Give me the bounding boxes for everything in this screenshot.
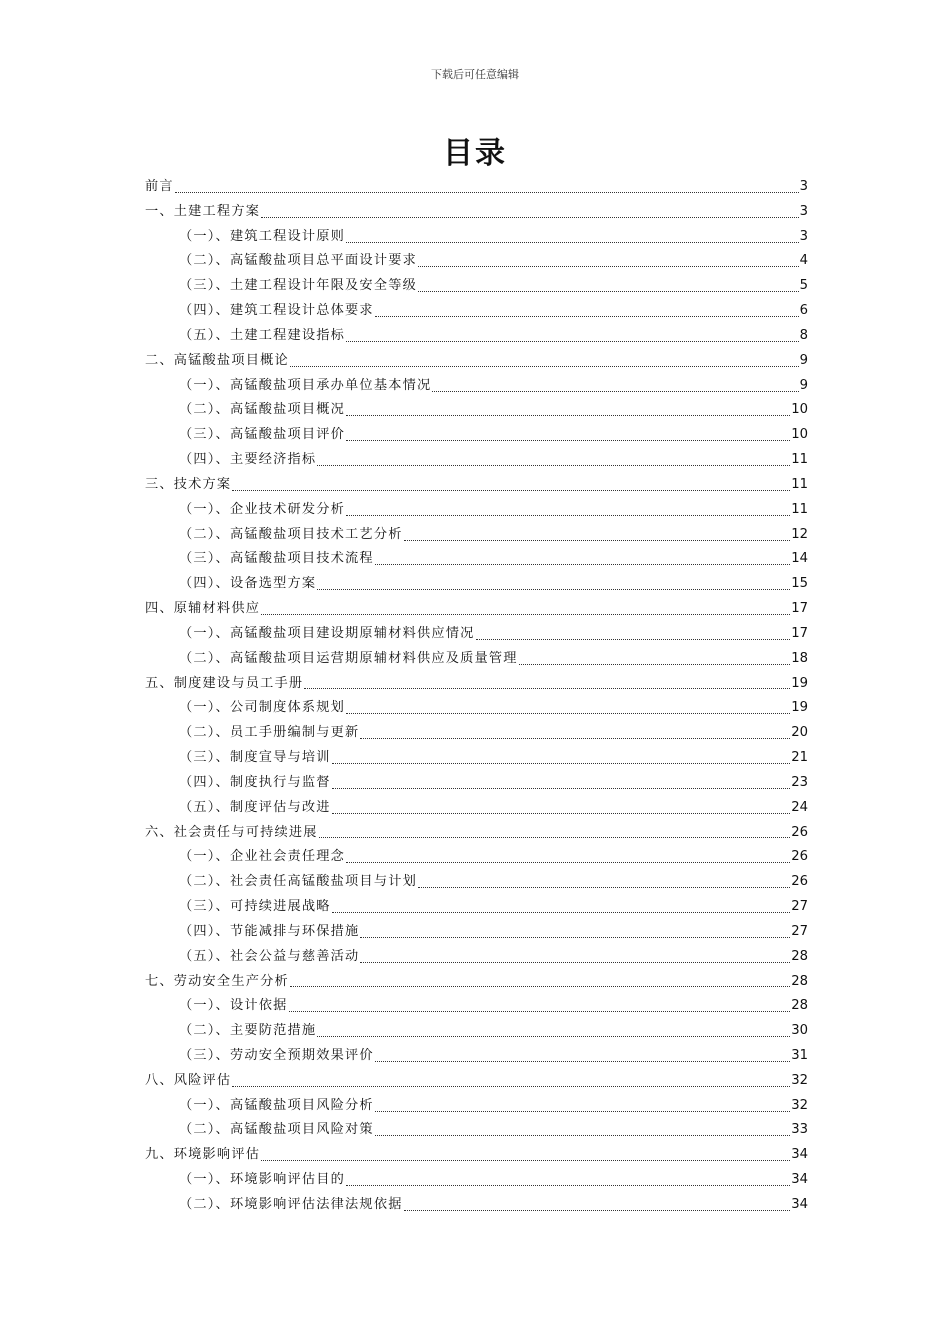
toc-entry[interactable] [145,1094,808,1119]
toc-entry[interactable] [145,1069,808,1094]
toc-entry[interactable] [145,225,808,250]
toc-entry-label: （三）、土建工程设计年限及安全等级 [179,278,417,294]
toc-leader-dots [418,266,799,267]
toc-entry-page-number: 34 [791,1147,808,1163]
toc-leader-dots [261,1160,790,1161]
toc-entry-label: 三、技术方案 [145,476,232,492]
toc-entry[interactable] [145,274,808,299]
toc-entry[interactable] [145,970,808,995]
toc-entry-label: （五）、制度评估与改进 [179,799,331,815]
toc-entry[interactable] [145,721,808,746]
toc-leader-dots [232,490,790,491]
toc-leader-dots [346,515,790,516]
toc-entry[interactable] [145,423,808,448]
toc-entry[interactable] [145,324,808,349]
toc-entry-label: （二）、员工手册编制与更新 [179,725,360,741]
toc-entry-page-number: 17 [791,625,808,641]
toc-leader-dots [360,937,790,938]
toc-entry-label: 四、原辅材料供应 [145,601,261,617]
toc-entry[interactable] [145,796,808,821]
toc-leader-dots [375,1061,790,1062]
toc-entry-page-number: 30 [791,1023,808,1039]
toc-leader-dots [232,1086,790,1087]
toc-entry-label: （三）、高锰酸盐项目技术流程 [179,551,374,567]
toc-entry-page-number: 28 [791,973,808,989]
toc-entry[interactable] [145,523,808,548]
toc-entry[interactable] [145,498,808,523]
toc-entry-page-number: 3 [799,179,808,194]
toc-entry-page-number: 20 [791,725,808,741]
toc-entry-page-number: 11 [791,501,808,517]
toc-entry[interactable] [145,547,808,572]
toc-entry[interactable] [145,349,808,374]
toc-leader-dots [317,589,790,590]
toc-leader-dots [418,291,799,292]
toc-leader-dots [375,1135,790,1136]
toc-leader-dots [375,564,790,565]
toc-entry-label: （三）、可持续进展战略 [179,899,331,915]
toc-entry-label: （一）、高锰酸盐项目承办单位基本情况 [179,377,432,393]
toc-entry-label: （一）、环境影响评估目的 [179,1172,346,1188]
toc-entry[interactable] [145,200,808,225]
toc-entry-page-number: 6 [799,303,808,319]
toc-leader-dots [261,614,790,615]
toc-entry[interactable] [145,1143,808,1168]
toc-entry[interactable] [145,821,808,846]
toc-leader-dots [346,862,790,863]
toc-entry-label: 八、风险评估 [145,1072,232,1088]
toc-entry[interactable] [145,870,808,895]
toc-leader-dots [332,763,791,764]
toc-entry-label: （三）、劳动安全预期效果评价 [179,1047,374,1063]
toc-entry[interactable] [145,597,808,622]
toc-leader-dots [175,192,799,193]
toc-entry-label: 一、土建工程方案 [145,203,261,219]
toc-leader-dots [360,738,790,739]
toc-entry-page-number: 34 [791,1196,808,1212]
toc-entry-label: （一）、高锰酸盐项目风险分析 [179,1097,374,1113]
toc-entry-page-number: 9 [799,352,808,368]
toc-entry[interactable] [145,374,808,399]
toc-entry[interactable] [145,994,808,1019]
toc-entry-label: 前言 [145,179,174,194]
toc-leader-dots [289,1011,791,1012]
toc-leader-dots [319,837,791,838]
toc-entry-page-number: 8 [799,327,808,343]
toc-entry[interactable] [145,448,808,473]
toc-entry[interactable] [145,771,808,796]
header-note: 下载后可任意编辑 [431,68,519,81]
toc-leader-dots [418,887,790,888]
toc-entry-page-number: 26 [791,849,808,865]
toc-entry[interactable] [145,398,808,423]
toc-entry-label: （四）、节能减排与环保措施 [179,923,360,939]
toc-entry-page-number: 18 [791,650,808,666]
toc-entry[interactable] [145,622,808,647]
toc-leader-dots [432,391,798,392]
toc-leader-dots [317,465,790,466]
toc-entry[interactable] [145,746,808,771]
toc-entry-label: （二）、高锰酸盐项目技术工艺分析 [179,526,403,542]
toc-entry-page-number: 24 [791,799,808,815]
toc-entry-page-number: 32 [791,1097,808,1113]
toc-leader-dots [346,242,799,243]
toc-entry-page-number: 23 [791,774,808,790]
toc-entry[interactable] [145,1019,808,1044]
toc-entry[interactable] [145,672,808,697]
toc-entry-page-number: 27 [791,899,808,915]
toc-entry-label: （四）、制度执行与监督 [179,774,331,790]
toc-leader-dots [346,440,790,441]
toc-entry-page-number: 34 [791,1172,808,1188]
toc-entry[interactable] [145,572,808,597]
toc-entry-page-number: 5 [799,278,808,294]
toc-entry[interactable] [145,945,808,970]
toc-entry-label: 六、社会责任与可持续进展 [145,824,318,840]
toc-leader-dots [317,1036,790,1037]
toc-entry-page-number: 11 [791,476,808,492]
toc-entry[interactable] [145,696,808,721]
toc-leader-dots [332,788,791,789]
toc-entry-label: （二）、社会责任高锰酸盐项目与计划 [179,874,417,890]
toc-entry-page-number: 28 [791,998,808,1014]
toc-leader-dots [404,540,791,541]
toc-entry-page-number: 32 [791,1072,808,1088]
toc-entry-label: （三）、制度宣导与培训 [179,750,331,766]
toc-leader-dots [404,1210,791,1211]
toc-leader-dots [290,986,790,987]
toc-entry-label: （二）、主要防范措施 [179,1023,317,1039]
toc-entry-label: 五、制度建设与员工手册 [145,675,304,691]
toc-entry-page-number: 33 [791,1122,808,1138]
toc-leader-dots [519,664,791,665]
toc-entry-page-number: 27 [791,923,808,939]
toc-entry-label: （四）、设备选型方案 [179,576,317,592]
toc-entry[interactable] [145,845,808,870]
toc-leader-dots [346,415,790,416]
toc-entry[interactable] [145,249,808,274]
toc-leader-dots [346,341,799,342]
toc-entry-label: （一）、建筑工程设计原则 [179,228,346,244]
toc-entry-label: 七、劳动安全生产分析 [145,973,289,989]
toc-entry-label: （一）、企业社会责任理念 [179,849,346,865]
toc-entry-page-number: 10 [791,427,808,443]
toc-entry-page-number: 10 [791,402,808,418]
toc-entry-label: （四）、主要经济指标 [179,452,317,468]
toc-entry-label: （二）、环境影响评估法律法规依据 [179,1196,403,1212]
toc-leader-dots [375,316,799,317]
toc-entry-page-number: 3 [799,203,808,219]
toc-leader-dots [290,366,799,367]
toc-entry[interactable] [145,1118,808,1143]
toc-entry-page-number: 19 [791,675,808,691]
toc-entry[interactable] [145,175,808,200]
toc-leader-dots [261,217,799,218]
toc-entry-label: （四）、建筑工程设计总体要求 [179,303,374,319]
toc-entry-page-number: 12 [791,526,808,542]
toc-entry-label: （二）、高锰酸盐项目概况 [179,402,346,418]
toc-entry-page-number: 9 [799,377,808,393]
toc-entry-label: （二）、高锰酸盐项目运营期原辅材料供应及质量管理 [179,650,518,666]
toc-entry[interactable] [145,920,808,945]
toc-entry-label: （一）、高锰酸盐项目建设期原辅材料供应情况 [179,625,475,641]
toc-entry[interactable] [145,1193,808,1218]
toc-entry[interactable] [145,1044,808,1069]
toc-entry-page-number: 19 [791,700,808,716]
toc-entry-page-number: 11 [791,452,808,468]
toc-entry[interactable] [145,1168,808,1193]
toc-entry-page-number: 31 [791,1047,808,1063]
toc-leader-dots [346,713,790,714]
toc-entry[interactable] [145,895,808,920]
toc-entry-page-number: 17 [791,601,808,617]
toc-entry[interactable] [145,647,808,672]
toc-entry-page-number: 21 [791,750,808,766]
toc-entry[interactable] [145,299,808,324]
toc-leader-dots [360,962,790,963]
toc-entry-page-number: 26 [791,874,808,890]
toc-entry-page-number: 3 [799,228,808,244]
toc-entry-label: 二、高锰酸盐项目概论 [145,352,289,368]
toc-entry-label: （一）、企业技术研发分析 [179,501,346,517]
toc-entry-label: （一）、公司制度体系规划 [179,700,346,716]
toc-leader-dots [476,639,791,640]
toc-entry-label: （五）、土建工程建设指标 [179,327,346,343]
toc-entry-label: （五）、社会公益与慈善活动 [179,948,360,964]
toc-entry-page-number: 28 [791,948,808,964]
toc-entry[interactable] [145,473,808,498]
toc-leader-dots [332,912,791,913]
toc-entry-label: （二）、高锰酸盐项目风险对策 [179,1122,374,1138]
toc-leader-dots [332,813,791,814]
toc-entry-page-number: 15 [791,576,808,592]
toc-entry-page-number: 14 [791,551,808,567]
page-title: 目录 [443,136,507,171]
toc-leader-dots [304,688,790,689]
toc-entry-label: （一）、设计依据 [179,998,288,1014]
toc-entry-page-number: 4 [799,253,808,269]
toc-leader-dots [375,1111,790,1112]
toc-entry-label: 九、环境影响评估 [145,1147,261,1163]
toc-entry-label: （二）、高锰酸盐项目总平面设计要求 [179,253,417,269]
toc-entry-page-number: 26 [791,824,808,840]
toc-leader-dots [346,1185,790,1186]
toc-entry-label: （三）、高锰酸盐项目评价 [179,427,346,443]
table-of-contents [145,175,808,1218]
